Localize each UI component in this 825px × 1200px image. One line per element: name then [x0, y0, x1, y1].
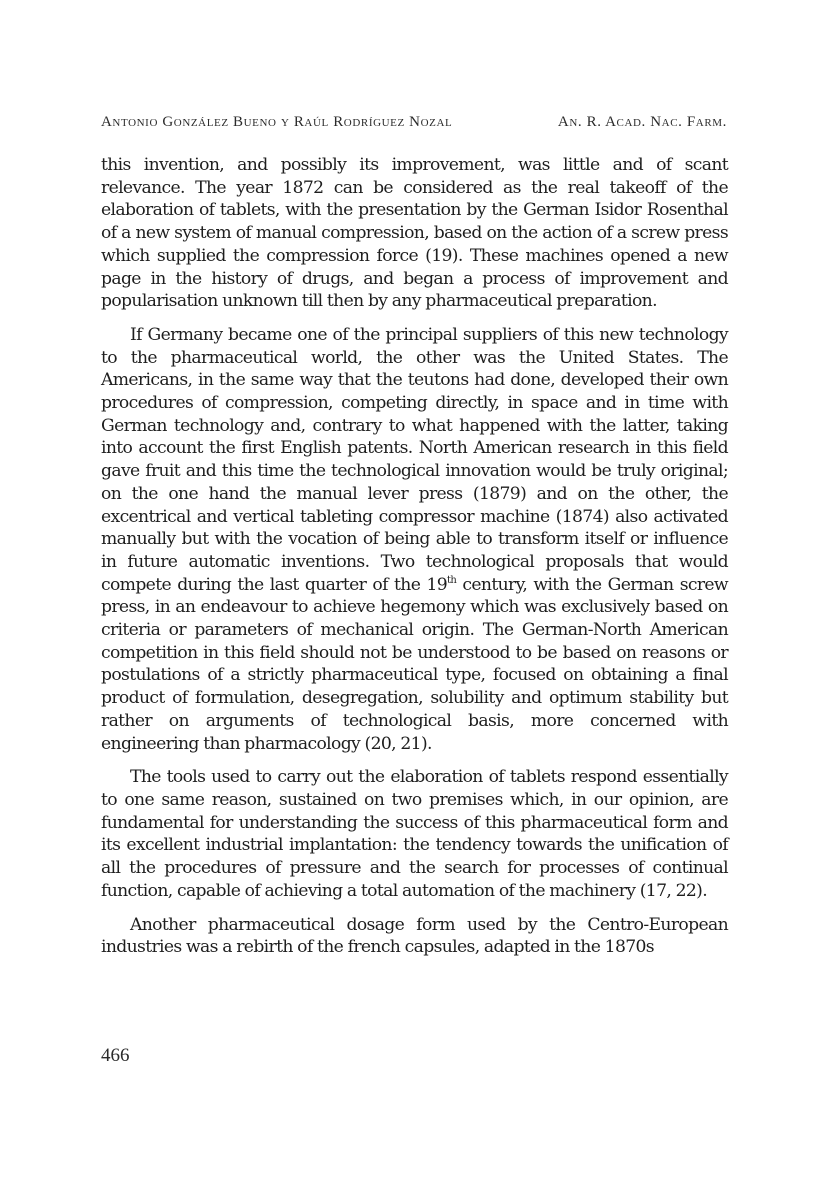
text-segment: The tools used to carry out the elaboration of tablets respond essentially to one same reason, sustained on two premises which, in our opinion, are fundamental for understanding the success of this pharmaceutical form and its excellent industrial implantation: the tendency towards the unification of all the procedures of pressure and the search for processes of continual function, capable of achieving a total automation of the machinery (17, 22). [101, 767, 728, 901]
text-segment: this invention, and possibly its improvement, was little and of scant relevance. The year 1872 can be considered as the real takeoff of the elaboration of tablets, with the presentation by the German Isidor Rosenthal of a new system of manual compression, based on the action of a screw press which supplied the compression force (19). These machines opened a new page in the history of drugs, and began a process of improvement and popularisation unknown till then by any pharmaceutical preparation. [101, 155, 728, 312]
text-segment: century, with the German screw press, in an endeavour to achieve hegemony which was exclusively based on criteria or parameters of mechanical origin. The German-North American competition in this field should not be understood to be based on reasons or postulations of a strictly pharmaceutical type, focused on obtaining a final product of formulation, desegregation, solubility and optimum stability but rather on arguments of technological basis, more concerned with engineering than pharmacology (20, 21). [101, 574, 728, 754]
running-header [101, 114, 727, 136]
body-text [101, 154, 728, 959]
paragraph [101, 766, 728, 902]
paragraph [101, 154, 728, 313]
header-authors: Antonio González Bueno y Raúl Rodríguez Nozal [101, 114, 453, 130]
header-journal: An. R. Acad. Nac. Farm. [557, 114, 727, 130]
page-number: 466 [101, 1045, 130, 1066]
superscript: th [447, 574, 457, 586]
paragraph [101, 324, 728, 755]
text-segment: Another pharmaceutical dosage form used by the Centro-European industries was a rebirth of the french capsules, adapted in the 1870s [101, 914, 728, 958]
paragraph [101, 914, 728, 959]
text-segment: If Germany became one of the principal suppliers of this new technology to the pharmaceutical world, the other was the United States. The Americans, in the same way that the teutons had done, developed their own procedures of compression, competing directly, in space and in time with German technology and, contrary to what happened with the latter, taking into account the first English patents. North American research in this field gave fruit and this time the technological innovation would be truly original; on the one hand the manual lever press (1879) and on the other, the excentrical and vertical tableting compressor machine (1874) also activated manually but with the vocation of being able to transform itself or influence in future automatic inventions. Two technological proposals that would compete during the last quarter of the 19 [101, 324, 728, 595]
